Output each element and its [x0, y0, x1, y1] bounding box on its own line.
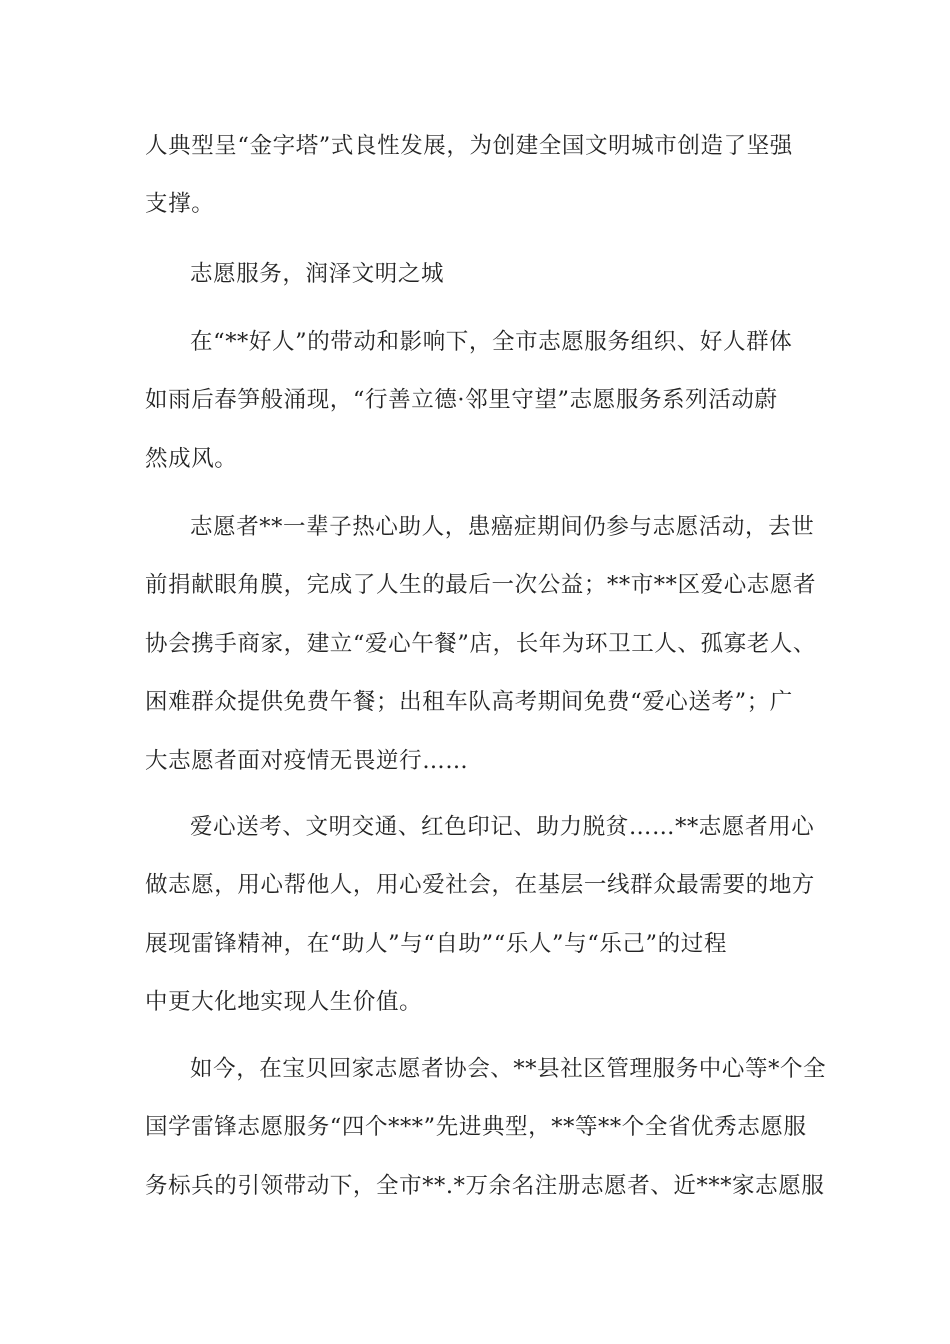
- text-line: 在“**好人”的带动和影响下，全市志愿服务组织、好人群体: [190, 329, 793, 355]
- text-line: 做志愿，用心帮他人，用心爱社会，在基层一线群众最需要的地方: [145, 872, 815, 898]
- text-line: 然成风。: [145, 446, 238, 472]
- text-line: 前捐献眼角膜，完成了人生的最后一次公益；**市**区爱心志愿者: [145, 572, 817, 598]
- section-heading: 志愿服务，润泽文明之城: [190, 261, 445, 287]
- text-line: 中更大化地实现人生价值。: [145, 989, 423, 1015]
- text-line: 展现雷锋精神，在“助人”与“自助”“乐人”与“乐己”的过程: [145, 931, 727, 957]
- text-line: 困难群众提供免费午餐；出租车队高考期间免费“爱心送考”；广: [145, 689, 793, 715]
- text-line: 大志愿者面对疫情无畏逆行……: [145, 748, 469, 774]
- text-line: 志愿者**一辈子热心助人，患癌症期间仍参与志愿活动，去世: [190, 514, 815, 540]
- text-line: 如雨后春笋般涌现，“行善立德·邻里守望”志愿服务系列活动蔚: [145, 387, 778, 413]
- text-line: 务标兵的引领带动下，全市**.*万余名注册志愿者、近***家志愿服: [145, 1173, 825, 1199]
- text-line: 人典型呈“金字塔”式良性发展，为创建全国文明城市创造了坚强: [145, 133, 793, 159]
- text-line: 如今，在宝贝回家志愿者协会、**县社区管理服务中心等*个全: [190, 1056, 827, 1082]
- text-line: 爱心送考、文明交通、红色印记、助力脱贫……**志愿者用心: [190, 814, 815, 840]
- text-line: 支撑。: [145, 191, 215, 217]
- text-line: 国学雷锋志愿服务“四个***”先进典型，**等**个全省优秀志愿服: [145, 1114, 807, 1140]
- text-line: 协会携手商家，建立“爱心午餐”店，长年为环卫工人、孤寡老人、: [145, 631, 817, 657]
